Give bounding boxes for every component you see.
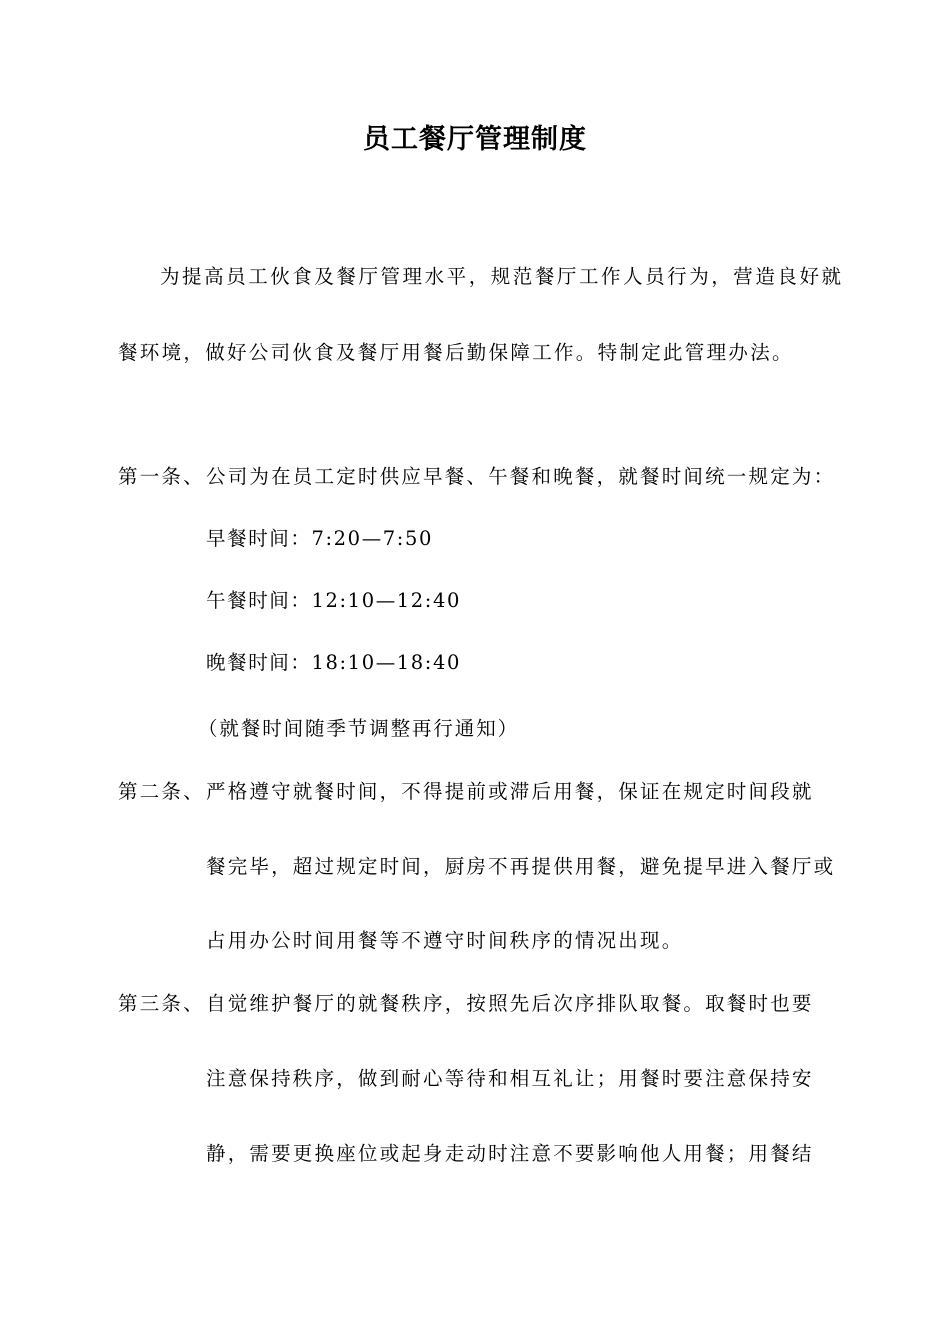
article-text-line: 严格遵守就餐时间，不得提前或滞后用餐，保证在规定时间段就	[206, 780, 814, 803]
article-label: 第一条、	[118, 465, 205, 488]
article-label: 第二条、	[118, 780, 205, 803]
schedule-note: （就餐时间随季节调整再行通知）	[198, 717, 520, 740]
article-text-line: 静，需要更换座位或起身走动时注意不要影响他人用餐；用餐结	[206, 1142, 814, 1165]
dinner-time: 晚餐时间：18:10—18:40	[206, 651, 461, 674]
article-label: 第三条、	[118, 992, 205, 1015]
document-title: 员工餐厅管理制度	[363, 124, 587, 155]
article-text-line: 占用办公时间用餐等不遵守时间秩序的情况出现。	[206, 929, 684, 952]
intro-line: 餐环境，做好公司伙食及餐厅用餐后勤保障工作。特制定此管理办法。	[118, 341, 794, 364]
intro-line: 为提高员工伙食及餐厅管理水平，规范餐厅工作人员行为，营造良好就	[160, 265, 844, 288]
article-text-line: 公司为在员工定时供应早餐、午餐和晚餐，就餐时间统一规定为：	[206, 465, 836, 488]
article-text-line: 注意保持秩序，做到耐心等待和相互礼让；用餐时要注意保持安	[206, 1067, 814, 1090]
article-text-line: 餐完毕，超过规定时间，厨房不再提供用餐，避免提早进入餐厅或	[206, 855, 836, 878]
breakfast-time: 早餐时间：7:20—7:50	[206, 527, 433, 550]
lunch-time: 午餐时间：12:10—12:40	[206, 589, 461, 612]
article-text-line: 自觉维护餐厅的就餐秩序，按照先后次序排队取餐。取餐时也要	[206, 992, 814, 1015]
